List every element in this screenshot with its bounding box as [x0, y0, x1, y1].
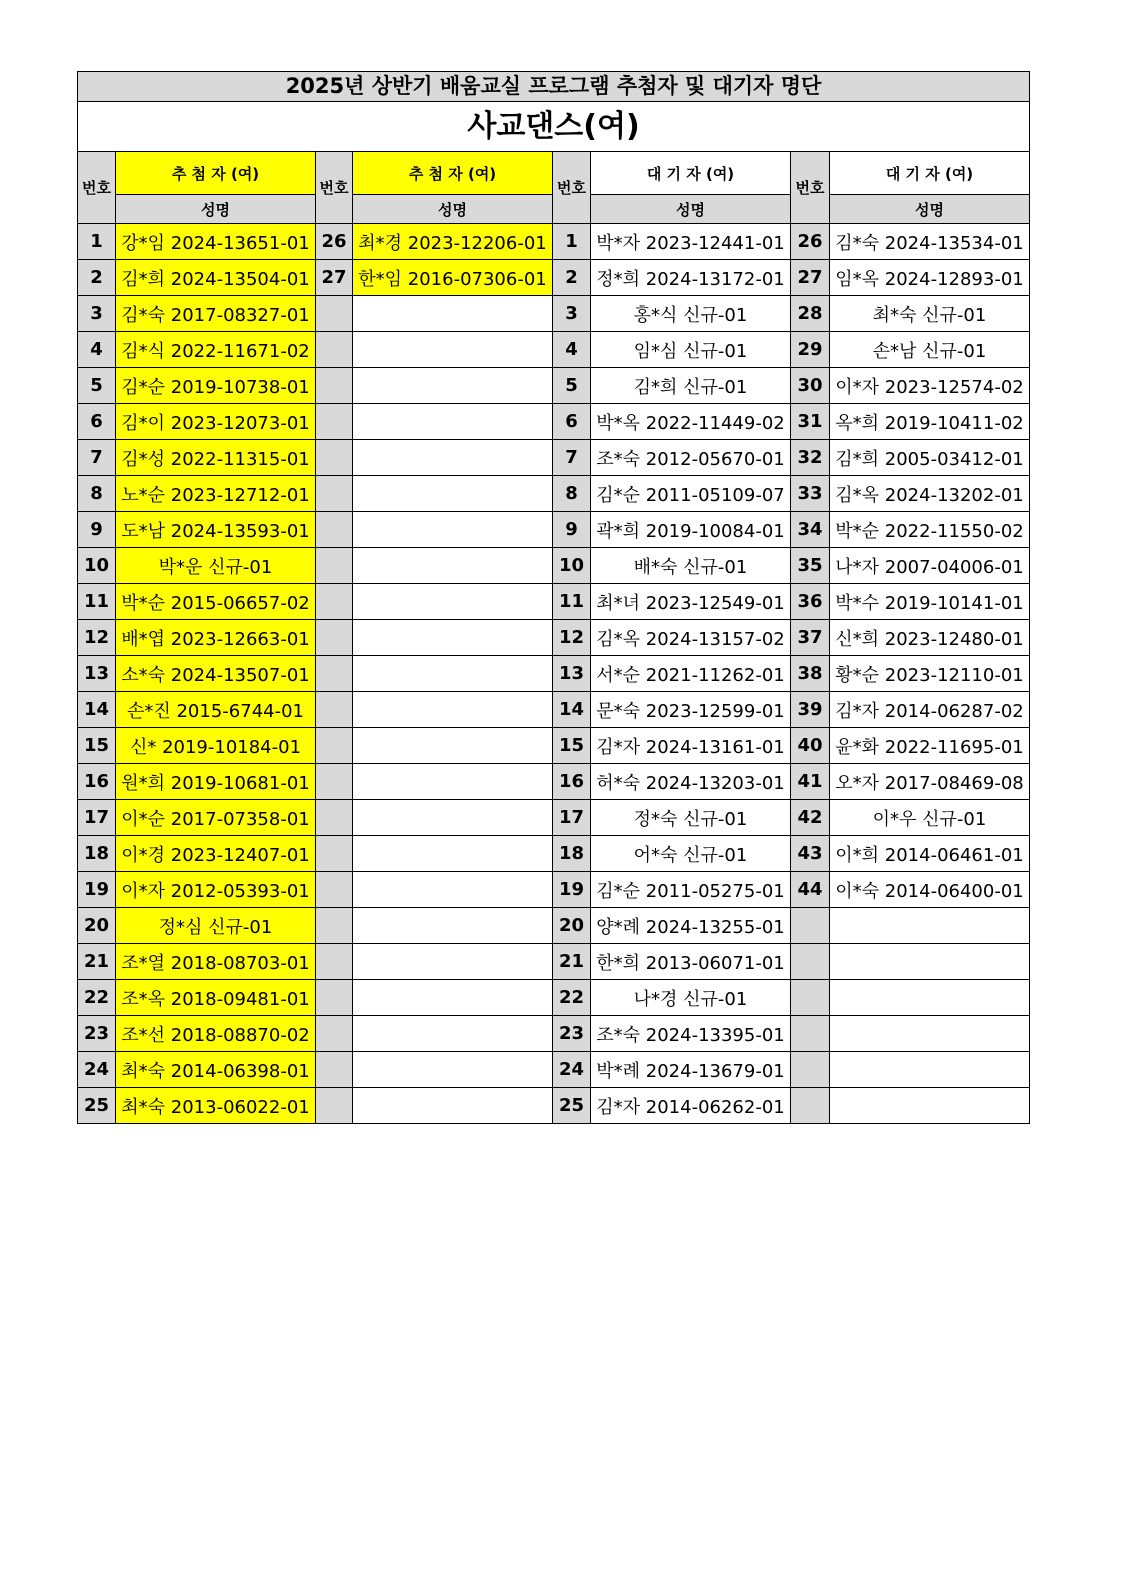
- waitlist-entry: 김*자 2014-06287-02: [830, 692, 1030, 728]
- waitlist-entry: 정*숙 신규-01: [591, 800, 791, 836]
- winner-entry: 이*자 2012-05393-01: [116, 872, 316, 908]
- waitlist-number: 27: [791, 260, 830, 296]
- waitlist-entry: 양*례 2024-13255-01: [591, 908, 791, 944]
- waitlist-entry: 김*순 2011-05275-01: [591, 872, 791, 908]
- roster-table: [77, 71, 1030, 1124]
- winner-number: [316, 1052, 353, 1088]
- waitlist-number: 32: [791, 440, 830, 476]
- winner-number: 23: [78, 1016, 116, 1052]
- winner-entry: 조*열 2018-08703-01: [116, 944, 316, 980]
- waitlist-number: 17: [553, 800, 591, 836]
- table-row: [78, 908, 1030, 944]
- waitlist-entry: 김*희 신규-01: [591, 368, 791, 404]
- winner-entry: [353, 908, 553, 944]
- waitlist-entry: 손*남 신규-01: [830, 332, 1030, 368]
- waitlist-entry: 어*숙 신규-01: [591, 836, 791, 872]
- winner-number: [316, 296, 353, 332]
- winner-entry: 배*엽 2023-12663-01: [116, 620, 316, 656]
- winner-number: [316, 800, 353, 836]
- waitlist-entry: 정*희 2024-13172-01: [591, 260, 791, 296]
- winner-entry: [353, 332, 553, 368]
- waitlist-entry: 황*순 2023-12110-01: [830, 656, 1030, 692]
- document-title: 2025년 상반기 배움교실 프로그램 추첨자 및 대기자 명단: [78, 72, 1030, 102]
- waitlist-number: 5: [553, 368, 591, 404]
- waitlist-entry: 나*자 2007-04006-01: [830, 548, 1030, 584]
- waitlist-entry: [830, 1052, 1030, 1088]
- waitlist-number: 6: [553, 404, 591, 440]
- winner-number: 24: [78, 1052, 116, 1088]
- winner-entry: [353, 476, 553, 512]
- table-row: [78, 764, 1030, 800]
- table-row: [78, 584, 1030, 620]
- waitlist-number: 22: [553, 980, 591, 1016]
- winner-entry: 김*성 2022-11315-01: [116, 440, 316, 476]
- waitlist-number: 23: [553, 1016, 591, 1052]
- winner-entry: 최*경 2023-12206-01: [353, 224, 553, 260]
- waitlist-number: 36: [791, 584, 830, 620]
- waitlist-number: 9: [553, 512, 591, 548]
- winner-number: 11: [78, 584, 116, 620]
- waitlist-entry: [830, 1016, 1030, 1052]
- winner-number: [316, 584, 353, 620]
- winner-number: [316, 872, 353, 908]
- waitlist-entry: 김*옥 2024-13157-02: [591, 620, 791, 656]
- winner-entry: 김*희 2024-13504-01: [116, 260, 316, 296]
- waitlist-entry: 박*옥 2022-11449-02: [591, 404, 791, 440]
- winners-header: 추 첨 자 (여): [116, 152, 316, 195]
- winner-number: [316, 692, 353, 728]
- waitlist-number: 42: [791, 800, 830, 836]
- winner-number: [316, 1016, 353, 1052]
- waitlist-entry: 이*숙 2014-06400-01: [830, 872, 1030, 908]
- waitlist-number: [791, 980, 830, 1016]
- waitlist-entry: 박*수 2019-10141-01: [830, 584, 1030, 620]
- waitlist-entry: 임*심 신규-01: [591, 332, 791, 368]
- waitlist-number: 7: [553, 440, 591, 476]
- num-header: 번호: [316, 152, 353, 224]
- waitlist-entry: 서*순 2021-11262-01: [591, 656, 791, 692]
- waitlist-entry: [830, 944, 1030, 980]
- waitlist-number: 35: [791, 548, 830, 584]
- waitlist-number: 40: [791, 728, 830, 764]
- winner-number: [316, 908, 353, 944]
- winner-entry: 이*경 2023-12407-01: [116, 836, 316, 872]
- winner-number: 16: [78, 764, 116, 800]
- waitlist-number: 29: [791, 332, 830, 368]
- table-row: [78, 800, 1030, 836]
- table-row: [78, 368, 1030, 404]
- waitlist-entry: 신*희 2023-12480-01: [830, 620, 1030, 656]
- table-row: [78, 224, 1030, 260]
- waitlist-entry: 김*자 2024-13161-01: [591, 728, 791, 764]
- waitlist-entry: 옥*희 2019-10411-02: [830, 404, 1030, 440]
- waitlist-number: 38: [791, 656, 830, 692]
- winner-entry: [353, 1088, 553, 1124]
- winner-number: 12: [78, 620, 116, 656]
- winner-number: 19: [78, 872, 116, 908]
- winner-entry: 박*순 2015-06657-02: [116, 584, 316, 620]
- waitlist-number: 25: [553, 1088, 591, 1124]
- num-header: 번호: [78, 152, 116, 224]
- waitlist-number: [791, 908, 830, 944]
- waitlist-number: 18: [553, 836, 591, 872]
- program-title: 사교댄스(여): [78, 102, 1030, 152]
- waitlist-entry: 임*옥 2024-12893-01: [830, 260, 1030, 296]
- winner-number: 22: [78, 980, 116, 1016]
- winner-entry: 신* 2019-10184-01: [116, 728, 316, 764]
- waitlist-number: 16: [553, 764, 591, 800]
- waitlist-entry: 김*자 2014-06262-01: [591, 1088, 791, 1124]
- num-header: 번호: [553, 152, 591, 224]
- table-row: [78, 476, 1030, 512]
- winner-entry: 조*선 2018-08870-02: [116, 1016, 316, 1052]
- waitlist-number: 8: [553, 476, 591, 512]
- waitlist-entry: 박*순 2022-11550-02: [830, 512, 1030, 548]
- winner-number: [316, 656, 353, 692]
- winner-number: [316, 332, 353, 368]
- table-row: [78, 620, 1030, 656]
- waitlist-number: 11: [553, 584, 591, 620]
- winner-number: 26: [316, 224, 353, 260]
- table-row: [78, 1088, 1030, 1124]
- winner-entry: 조*옥 2018-09481-01: [116, 980, 316, 1016]
- waitlist-number: 13: [553, 656, 591, 692]
- winners-header: 추 첨 자 (여): [353, 152, 553, 195]
- waitlist-entry: 허*숙 2024-13203-01: [591, 764, 791, 800]
- table-row: [78, 980, 1030, 1016]
- winner-entry: [353, 548, 553, 584]
- table-row: [78, 296, 1030, 332]
- waitlist-entry: 김*옥 2024-13202-01: [830, 476, 1030, 512]
- waitlist-number: [791, 1052, 830, 1088]
- winner-number: 27: [316, 260, 353, 296]
- winner-entry: [353, 692, 553, 728]
- winner-number: [316, 476, 353, 512]
- winner-entry: [353, 656, 553, 692]
- winner-number: [316, 620, 353, 656]
- waitlist-number: 20: [553, 908, 591, 944]
- waitlist-header: 대 기 자 (여): [591, 152, 791, 195]
- winner-entry: [353, 800, 553, 836]
- waitlist-number: 33: [791, 476, 830, 512]
- winner-number: 14: [78, 692, 116, 728]
- winner-entry: 김*식 2022-11671-02: [116, 332, 316, 368]
- winner-entry: [353, 980, 553, 1016]
- winner-entry: [353, 620, 553, 656]
- waitlist-number: 30: [791, 368, 830, 404]
- winner-number: 21: [78, 944, 116, 980]
- waitlist-number: 15: [553, 728, 591, 764]
- waitlist-number: 26: [791, 224, 830, 260]
- waitlist-number: [791, 1016, 830, 1052]
- winner-entry: 김*순 2019-10738-01: [116, 368, 316, 404]
- waitlist-number: 34: [791, 512, 830, 548]
- winner-number: [316, 368, 353, 404]
- winner-number: 20: [78, 908, 116, 944]
- winner-entry: [353, 836, 553, 872]
- waitlist-entry: 이*자 2023-12574-02: [830, 368, 1030, 404]
- winner-number: 17: [78, 800, 116, 836]
- winner-entry: 최*숙 2014-06398-01: [116, 1052, 316, 1088]
- waitlist-number: [791, 1088, 830, 1124]
- waitlist-number: 43: [791, 836, 830, 872]
- winner-number: 8: [78, 476, 116, 512]
- waitlist-entry: 김*숙 2024-13534-01: [830, 224, 1030, 260]
- winner-number: 5: [78, 368, 116, 404]
- waitlist-entry: 오*자 2017-08469-08: [830, 764, 1030, 800]
- winner-entry: 도*남 2024-13593-01: [116, 512, 316, 548]
- waitlist-entry: 이*희 2014-06461-01: [830, 836, 1030, 872]
- winner-entry: 박*운 신규-01: [116, 548, 316, 584]
- waitlist-entry: 배*숙 신규-01: [591, 548, 791, 584]
- winner-entry: 원*희 2019-10681-01: [116, 764, 316, 800]
- winner-entry: [353, 872, 553, 908]
- winner-number: 9: [78, 512, 116, 548]
- waitlist-header: 대 기 자 (여): [830, 152, 1030, 195]
- waitlist-entry: [830, 908, 1030, 944]
- waitlist-number: 10: [553, 548, 591, 584]
- name-header: 성명: [116, 195, 316, 224]
- waitlist-number: [791, 944, 830, 980]
- winner-number: 6: [78, 404, 116, 440]
- winner-number: [316, 548, 353, 584]
- waitlist-number: 2: [553, 260, 591, 296]
- waitlist-number: 4: [553, 332, 591, 368]
- waitlist-entry: 김*희 2005-03412-01: [830, 440, 1030, 476]
- winner-number: 7: [78, 440, 116, 476]
- waitlist-entry: [830, 1088, 1030, 1124]
- winner-number: [316, 512, 353, 548]
- waitlist-entry: 박*자 2023-12441-01: [591, 224, 791, 260]
- winner-number: 2: [78, 260, 116, 296]
- table-row: [78, 512, 1030, 548]
- waitlist-entry: 김*순 2011-05109-07: [591, 476, 791, 512]
- winner-entry: [353, 1052, 553, 1088]
- winner-number: 13: [78, 656, 116, 692]
- waitlist-entry: 한*희 2013-06071-01: [591, 944, 791, 980]
- waitlist-number: 41: [791, 764, 830, 800]
- winner-entry: 강*임 2024-13651-01: [116, 224, 316, 260]
- waitlist-number: 1: [553, 224, 591, 260]
- table-row: [78, 656, 1030, 692]
- waitlist-entry: 최*녀 2023-12549-01: [591, 584, 791, 620]
- waitlist-entry: [830, 980, 1030, 1016]
- winner-entry: [353, 368, 553, 404]
- winner-entry: 한*임 2016-07306-01: [353, 260, 553, 296]
- winner-entry: [353, 404, 553, 440]
- winner-entry: 손*진 2015-6744-01: [116, 692, 316, 728]
- waitlist-number: 24: [553, 1052, 591, 1088]
- winner-entry: 최*숙 2013-06022-01: [116, 1088, 316, 1124]
- waitlist-number: 12: [553, 620, 591, 656]
- winner-number: 1: [78, 224, 116, 260]
- winner-entry: 소*숙 2024-13507-01: [116, 656, 316, 692]
- waitlist-number: 3: [553, 296, 591, 332]
- table-row: [78, 548, 1030, 584]
- waitlist-entry: 조*숙 2012-05670-01: [591, 440, 791, 476]
- winner-number: 18: [78, 836, 116, 872]
- waitlist-number: 39: [791, 692, 830, 728]
- table-row: [78, 944, 1030, 980]
- waitlist-entry: 최*숙 신규-01: [830, 296, 1030, 332]
- table-row: [78, 692, 1030, 728]
- winner-number: [316, 1088, 353, 1124]
- waitlist-entry: 이*우 신규-01: [830, 800, 1030, 836]
- winner-entry: [353, 440, 553, 476]
- waitlist-entry: 윤*화 2022-11695-01: [830, 728, 1030, 764]
- winner-number: 25: [78, 1088, 116, 1124]
- table-row: [78, 1016, 1030, 1052]
- winner-entry: [353, 512, 553, 548]
- roster-rows: [78, 224, 1030, 1124]
- waitlist-number: 31: [791, 404, 830, 440]
- winner-entry: [353, 728, 553, 764]
- winner-entry: 김*숙 2017-08327-01: [116, 296, 316, 332]
- waitlist-number: 44: [791, 872, 830, 908]
- winner-number: [316, 440, 353, 476]
- table-row: [78, 872, 1030, 908]
- table-row: [78, 1052, 1030, 1088]
- waitlist-entry: 박*례 2024-13679-01: [591, 1052, 791, 1088]
- winner-entry: [353, 1016, 553, 1052]
- winner-number: [316, 836, 353, 872]
- winner-number: [316, 944, 353, 980]
- table-row: [78, 404, 1030, 440]
- table-row: [78, 440, 1030, 476]
- waitlist-entry: 홍*식 신규-01: [591, 296, 791, 332]
- table-row: [78, 332, 1030, 368]
- table-row: [78, 836, 1030, 872]
- waitlist-number: 19: [553, 872, 591, 908]
- winner-entry: [353, 764, 553, 800]
- waitlist-number: 14: [553, 692, 591, 728]
- winner-entry: 노*순 2023-12712-01: [116, 476, 316, 512]
- waitlist-number: 21: [553, 944, 591, 980]
- table-row: [78, 260, 1030, 296]
- winner-entry: [353, 584, 553, 620]
- winner-entry: [353, 944, 553, 980]
- winner-entry: 정*심 신규-01: [116, 908, 316, 944]
- winner-number: [316, 764, 353, 800]
- winner-number: 10: [78, 548, 116, 584]
- name-header: 성명: [591, 195, 791, 224]
- waitlist-entry: 조*숙 2024-13395-01: [591, 1016, 791, 1052]
- winner-number: [316, 980, 353, 1016]
- num-header: 번호: [791, 152, 830, 224]
- waitlist-number: 28: [791, 296, 830, 332]
- name-header: 성명: [830, 195, 1030, 224]
- winner-number: [316, 404, 353, 440]
- winner-entry: 이*순 2017-07358-01: [116, 800, 316, 836]
- winner-entry: 김*이 2023-12073-01: [116, 404, 316, 440]
- name-header: 성명: [353, 195, 553, 224]
- winner-number: 3: [78, 296, 116, 332]
- winner-number: 15: [78, 728, 116, 764]
- waitlist-entry: 나*경 신규-01: [591, 980, 791, 1016]
- waitlist-entry: 곽*희 2019-10084-01: [591, 512, 791, 548]
- waitlist-entry: 문*숙 2023-12599-01: [591, 692, 791, 728]
- winner-number: [316, 728, 353, 764]
- winner-number: 4: [78, 332, 116, 368]
- table-row: [78, 728, 1030, 764]
- waitlist-number: 37: [791, 620, 830, 656]
- winner-entry: [353, 296, 553, 332]
